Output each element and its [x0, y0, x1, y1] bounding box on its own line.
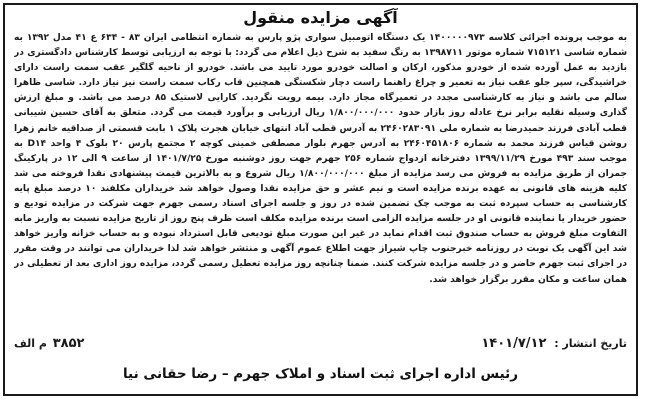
- publication-date-value: ۱۴۰۱/۷/۱۲: [481, 336, 547, 351]
- reference-code: [14, 336, 85, 351]
- publication-date: [481, 336, 627, 351]
- notice-title: آگهی مزایده منقول: [243, 8, 398, 27]
- signature-line: رئیس اداره اجرای ثبت اسناد و املاک جهرم – رضا حقانی نیا: [122, 366, 518, 382]
- notice-body-text: به موجب پرونده اجرائی کلاسه ۱۴۰۰۰۰۰۹۷۳ یک دستگاه اتومبیل سواری پژو پارس به شماره انتظامی ایران ۸۳ - ۶۳۴ ع ۴۱ مدل ۱۳۹۲ به شماره شاسی ۷۱۵۱۲۱ شماره موتور ۱۳۹۸۷۱۱ به رنگ سفید به شرح ذیل اعلام می گردد: با توجه به ارزیابی توسط کارشناس دادگستری در بازدید به عمل آورده شده از خودرو مذکور، ارکان و اصالت خودرو مورد تایید می باشد. خودرو از ناحیه گلگیر عقب سمت راست دارای خراشیدگی، سپر جلو عقب نیاز به تعمیر و چراغ راهنما راست دچار شکستگی همچنین قاب رکاب سمت راست نیز نیاز دارد. شاسی ظاهرا سالم می باشد و نیاز به کارشناسی مجدد در تعمیرگاه مجاز دارد. بیمه رویت نگردید. کارایی لاستیک ۸۵ درصد می باشد. و مبلغ ارزش گذاری وسیله نقلیه برابر نرخ عادله روز بازار حدود ۱/۸۰۰/۰۰۰/۰۰۰ ریال ارزیابی و برآورد قیمت می گردد. متعلق به آقای حسین شیبانی قطب آبادی فرزند حمیدرضا به شماره ملی ۲۴۶۰۲۸۳۰۹۱ به آدرس قطب آباد انتهای خیابان هجرت پلاک ۱ بابت قسمتی از صداقیه خانم زهرا روشن قیاس فرزند محمد به شماره ۲۴۶۰۴۵۱۸۰۶ به آدرس جهرم بلوار مصطفی خمینی کوچه ۲ مجتمع پارس ۲۰ بلوک ۴ واحد D۱۴ به موجب سند ۴۹۳ مورخ ۱۳۹۹/۱۱/۲۹ دفترخانه ازدواج شماره ۲۵۶ جهرم جهت روز دوشنبه مورخ ۱۴۰۱/۷/۲۵ از ساعت ۹ الی ۱۲ در پارکینگ جمران از طریق مزایده به فروش می رسد مزایده از مبلغ ۱/۸۰۰/۰۰۰/۰۰۰ ریال شروع و به بالاترین قیمت پیشنهادی نقدا فروخته می شد کلیه هزینه های قانونی به عهده برنده مزایده است و نیم عشر و حق مزایده نقدا وصول خواهد شد خریداران مکلفند ۱۰ درصد مبلغ پایه کارشناسی به حساب سپرده ثبت به موجب چک تضمین شده در روز و جلسه اجرای اسناد رسمی جهرم جهت شرکت در مزایده تودیع و حضور خریدار یا نماینده قانونی او در جلسه مزایده الزامی است برنده مزایده مکلف است ظرف پنج روز از تاریخ مزایده نسبت به واریز مابه التفاوت مبلغ فروش به حساب صندوق ثبت اقدام نماید در غیر این صورت مبلغ تودیعی قابل استرداد نبوده و به حساب خزانه واریز خواهد شد این آگهی یک نوبت در روزنامه خبرجنوب چاپ شیراز جهت اطلاع عموم آگهی و منتشر خواهد شد لذا خریداران می توانند در وقت مقرر در اجرای ثبت جهرم حاضر و در جلسه مزایده شرکت کنند. ضمنا چنانچه روز مزایده تعطیل رسمی گردد، مزایده روز اداری بعد از تعطیلی در همان ساعت و مکان مقرر برگزار خواهد شد.: [14, 33, 627, 285]
- publication-meta: [14, 336, 627, 356]
- auction-notice: [3, 3, 638, 396]
- publication-date-label: تاریخ انتشار :: [554, 337, 627, 350]
- reference-code-number: ۳۸۵۲: [52, 336, 85, 351]
- reference-code-suffix: م الف: [14, 337, 47, 350]
